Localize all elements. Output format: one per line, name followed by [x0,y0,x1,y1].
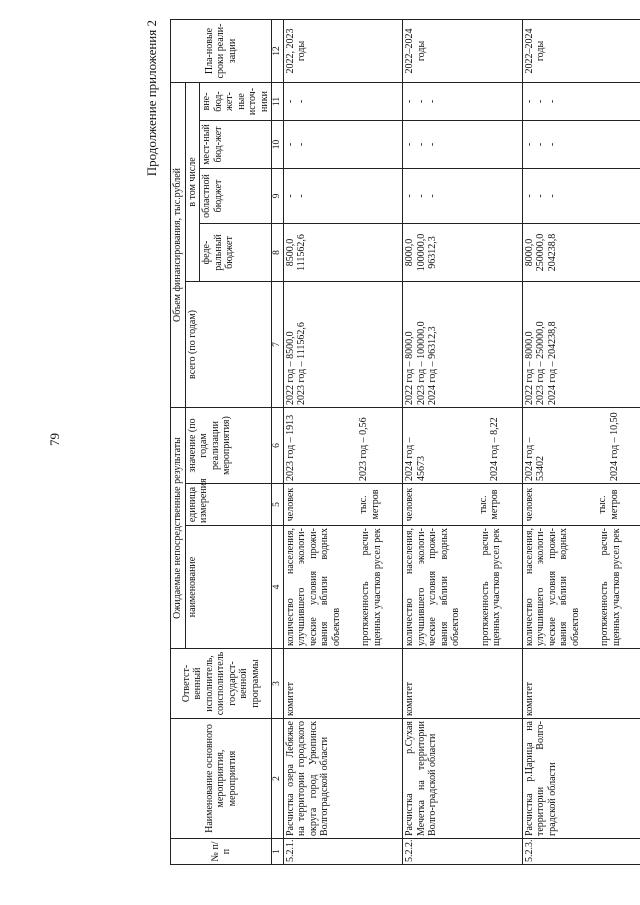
local-value: - [296,142,308,147]
local-value: - [284,142,296,147]
regional-value: - [284,194,296,198]
offbudget-value: - [427,99,439,104]
unit-length: тыс. метров [597,489,620,520]
federal-value: 8000,0 [523,238,535,267]
row-number: 5.2.3. [522,839,640,865]
event-name: Расчистка р.Сухая Мечетка на территории Волго-градской области [403,719,523,839]
table-row [283,19,403,864]
event-name: Расчистка р.Царица на территории Волго-градской области [522,719,640,839]
funding-regional [403,168,523,223]
regional-value: - [523,194,535,198]
value-population: 2024 год – 45673 [404,437,427,481]
local-value: - [415,142,427,147]
header-deadline: Пла-новые сроки реали-зации [171,19,272,82]
local-value: - [535,142,547,147]
offbudget-value: - [546,99,558,104]
offbudget-value: - [296,99,308,104]
header-total: всего (по годам) [185,281,272,407]
local-value: - [404,142,416,147]
header-local: мест-ный бюд-жет [200,120,272,168]
header-executor: Ответст-венный исполнитель, соисполнитель государст-венной программы [171,649,272,719]
table-row [522,19,640,864]
header-indicator-name: наименование [185,526,272,649]
funding-offbudget [522,82,640,120]
total-year: 2022 год – 8000,0 [404,331,416,405]
unit-length: тыс. метров [358,489,381,520]
col-number: 1 [272,839,284,865]
values [403,407,523,483]
col-number: 12 [272,19,284,82]
col-number: 7 [272,281,284,407]
executor: комитет [403,649,523,719]
local-value: - [427,142,439,147]
unit-population: человек [404,487,416,522]
indicator-population: количество населения, улучшившего экологи-ческие условия прожи-вания вблизи водных объектов [284,528,342,646]
header-federal: феде-ральный бюджет [200,223,272,281]
total-year: 2022 год – 8000,0 [523,331,535,405]
funding-offbudget [403,82,523,120]
indicator-population: количество населения, улучшившего экологи-ческие условия прожи-вания вблизи водных объектов [404,528,462,646]
funding-federal [403,223,523,281]
col-number: 4 [272,526,284,649]
indicator-length: протяженность расчи-щенных участков русел рек [479,528,503,646]
total-year: 2022 год – 8500,0 [284,331,296,405]
value-length: 2024 год – 10,50 [608,412,620,481]
header-row-1 [171,19,186,864]
row-number: 5.2.2. [403,839,523,865]
units [403,484,523,526]
deadline: 2022, 2023 годы [283,19,403,82]
units [283,484,403,526]
regional-value: - [546,194,558,198]
page-number: 79 [47,433,62,446]
indicator-length: протяженность расчи-щенных участков русел рек [360,528,383,646]
header-regional: областной бюджет [200,168,272,223]
value-length: 2024 год – 8,22 [489,417,501,481]
table-row [403,19,523,864]
col-number: 11 [272,82,284,120]
unit-population: человек [523,487,535,522]
col-number: 8 [272,223,284,281]
deadline: 2022–2024 годы [403,19,523,82]
header-offbudget: вне-бюд-жет-ные источ-ники [200,82,272,120]
header-unit: единица измерения [185,484,272,526]
funding-federal [283,223,403,281]
header-event: Наименование основного мероприятия, мероприятия [171,719,272,839]
total-year: 2023 год – 111562,6 [296,322,308,405]
indicators [522,526,640,649]
indicator-length: протяженность расчи-щенных участков русел рек [599,528,622,646]
funding-regional [522,168,640,223]
event-name: Расчистка озера Лебяжье на территории городского округа город Урюпинск Волгоградской области [283,719,403,839]
funding-local [283,120,403,168]
rotated-page-content [144,20,640,865]
regional-value: - [296,194,308,198]
federal-value: 250000,0 [535,233,547,272]
regional-value: - [404,194,416,198]
indicators [283,526,403,649]
offbudget-value: - [404,99,416,104]
row-number: 5.2.1. [283,839,403,865]
offbudget-value: - [415,99,427,104]
values [522,407,640,483]
indicators [403,526,523,649]
values [283,407,403,483]
deadline: 2022–2024 годы [522,19,640,82]
header-value: значение (по годам реализации мероприятия) [185,407,272,483]
unit-length: тыс. метров [477,489,501,520]
unit-population: человек [284,487,296,522]
column-number-row [272,19,284,864]
value-population: 2024 год – 53402 [523,437,547,481]
regional-value: - [535,194,547,198]
header-expected-results: Ожидаемые непосредственные результаты [171,407,186,648]
offbudget-value: - [535,99,547,104]
federal-value: 111562,6 [296,234,308,271]
federal-value: 96312,3 [427,236,439,269]
value-population: 2023 год – 1913 [284,414,296,481]
units [522,484,640,526]
local-value: - [523,142,535,147]
col-number: 2 [272,719,284,839]
federal-value: 100000,0 [415,233,427,272]
federal-value: 204238,8 [546,233,558,272]
funding-local [403,120,523,168]
funding-regional [283,168,403,223]
offbudget-value: - [284,99,296,104]
federal-value: 8000,0 [404,238,416,267]
total-year: 2023 год – 250000,0 [535,321,547,405]
header-num: № п/п [171,839,272,865]
funding-local [522,120,640,168]
total-year: 2024 год – 204238,8 [546,321,558,405]
col-number: 9 [272,168,284,223]
funding-total [403,281,523,407]
col-number: 10 [272,120,284,168]
executor: комитет [283,649,403,719]
col-number: 6 [272,407,284,483]
header-funding: Объем финансирования, тыс.рублей [171,82,186,407]
header-including: в том числе [185,82,200,281]
funding-offbudget [283,82,403,120]
local-value: - [546,142,558,147]
funding-total [283,281,403,407]
federal-value: 8500,0 [284,238,296,267]
col-number: 5 [272,484,284,526]
offbudget-value: - [523,99,535,104]
appendix-continuation-title: Продолжение приложения 2 [144,20,159,177]
funding-total [522,281,640,407]
executor: комитет [522,649,640,719]
regional-value: - [427,194,439,198]
indicator-population: количество населения, улучшившего экологи-ческие условия прожи-вания вблизи водных объектов [523,528,581,646]
total-year: 2024 год – 96312,3 [427,326,439,405]
funding-federal [522,223,640,281]
funding-table [170,19,640,865]
value-length: 2023 год – 0,56 [358,417,370,481]
col-number: 3 [272,649,284,719]
total-year: 2023 год – 100000,0 [415,321,427,405]
regional-value: - [415,194,427,198]
